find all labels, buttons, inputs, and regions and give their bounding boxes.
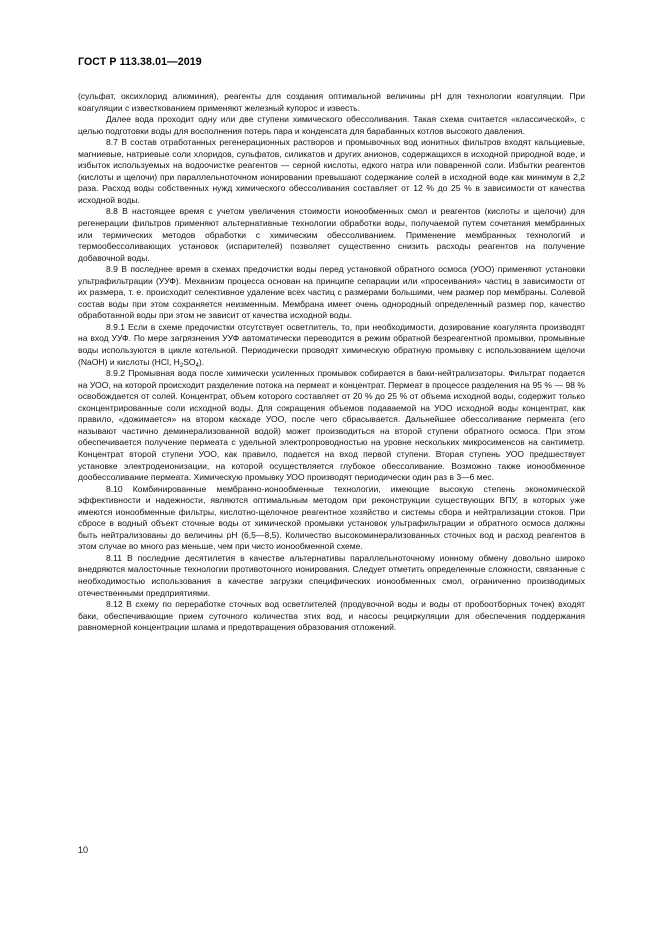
document-body (78, 91, 585, 634)
paragraph-8-7: 8.7 В состав отработанных регенерационных растворов и промывочных вод ионитных фильтров входят кальциевые, магниевые, натриевые соли хлоридов, сульфатов, силикатов и других анионов, содержащихся в исходной природной воде, и избыток используемых на водоочистке реагентов — серной кислоты, едкого натра или поваренной соли. Избытки реагентов (кислоты и щелочи) при параллельноточном ионировании превышают содержание солей в исходной воде как минимум в 2,2 раза. Расход воды собственных нужд химического обессоливания составляет от 12 % до 25 % в зависимости от качества исходной воды. (78, 137, 585, 205)
paragraph-8-10: 8.10 Комбинированные мембранно-ионообменные технологии, имеющие высокую степень экономической эффективности и надежности, являются оптимальным методом при реконструкции существующих ВПУ, в которых уже имеются ионообменные фильтры, кислотно-щелочное реагентное хозяйство и системы сбора и нейтрализации стоков. При сбросе в водный объект сточные воды от химической промывки установок ультрафильтрации и обратного осмоса должны быть нейтрализованы до величины pH (6,5—8,5). Количество высокоминерализованных сточных вод и расход реагентов в этом случае во много раз меньше, чем при чисто ионообменной схеме. (78, 483, 585, 552)
page-number: 10 (78, 845, 89, 855)
paragraph-8-9-1 (78, 322, 585, 368)
formula-close: ). (198, 356, 205, 367)
paragraph-8-9: 8.9 В последнее время в схемах предочистки воды перед установкой обратного осмоса (УОО) применяют установки ультрафильтрации (УУФ). Механизм процесса основан на принципе сепарации или «просеивания» частиц в зависимости от их размера, т. е. происходит селективное удаление всех частиц с размерами большими, чем размер пор мембраны. Солевой состав воды при этом сохраняется неизменным. Мембрана имеет очень однородный определенный размер пор, качество обработанной воды при этом не зависит от качества исходной воды. (78, 264, 585, 321)
paragraph-8-9-1-text: 8.9.1 Если в схеме предочистки отсутствует осветлитель, то, при необходимости, дозирование коагулянта производят на вход УУФ. По мере загрязнения УУФ автоматически переводится в режим обратной безреагентной промывки, промывные воды используются в цикле котельной. Периодически проводят химическую обратную промывку с использованием щелочи (NaOH) и кислоты (HCl, H (78, 321, 585, 367)
subscript-2: 2 (179, 362, 184, 369)
document-header: ГОСТ Р 113.38.01—2019 (78, 56, 202, 68)
paragraph-continuation: (сульфат, оксихлорид алюминия), реагенты для создания оптимальной величины pH для технологии коагуляции. При коагуляции с известкованием применяют железный купорос и известь. (78, 91, 585, 113)
paragraph-8-8: 8.8 В настоящее время с учетом увеличения стоимости ионообменных смол и реагентов (кислоты и щелочи) для регенерации фильтров применяют альтернативные технологии обработки воды, получаемой путем сочетания мембранных или термических методов обработки с химическим обессоливанием. Применение мембранных технологий и термообессоливающих установок (испарителей) позволяет существенно снизить расходы реагентов на получение добавочной воды. (78, 206, 585, 263)
paragraph-8-12: 8.12 В схему по переработке сточных вод осветлителей (продувочной воды и воды от пробоотборных точек) входят баки, обеспечивающие прием суточного количества этих вод, и насосы рециркуляции для обеспечения поддержания равномерной концентрации шлама и предотвращения образования отложений. (78, 599, 585, 633)
subscript-4: 4 (195, 362, 199, 369)
formula-so: SO (183, 356, 196, 367)
paragraph-classic-scheme: Далее вода проходит одну или две ступени химического обессоливания. Такая схема считается «классической», с целью подготовки воды для восполнения потерь пара и конденсата для барабанных котлов высокого давления. (78, 114, 585, 136)
paragraph-8-9-2: 8.9.2 Промывная вода после химически усиленных промывок собирается в баки-нейтрализаторы. Фильтрат подается на УОО, на которой происходит разделение потока на пермеат и концентрат. Пермеат в процессе разделения на 95 % — 98 % освобождается от солей. Концентрат, объем которого составляет от 20 % до 25 % от объема исходной воды, содержит только сконцентрированные соли исходной воды. Для сокращения объемов подаваемой на УОО исходной воды концентрат, как правило, «дожимается» на втором каскаде УОО, после чего сбрасывается. Дальнейшее обессоливание пермеата (его называют частично деминерализованной водой) может производиться на второй ступени обратного осмоса. При этом обеспечивается получение пермеата с удельной электропроводностью на уровне нескольких микросименсов на сантиметр. Концентрат второй ступени УОО, как правило, подается на вход первой ступени. Вторая ступень УОО предшествует установке электродеионизации, на которой осуществляется глубокое обессоливание. Возможно также ионообменное дообессоливание пермеата. Химическую промывку УОО производят периодически один раз в 3—6 мес. (78, 368, 585, 483)
paragraph-8-11: 8.11 В последние десятилетия в качестве альтернативы параллельноточному ионному обмену довольно широко внедряются малосточные технологии противоточного ионирования. Следует отметить определенные сложности, связанные с необходимостью использования в качестве загрузки специфических ионообменных смол, ограниченно производимых отечественными предприятиями. (78, 552, 585, 598)
